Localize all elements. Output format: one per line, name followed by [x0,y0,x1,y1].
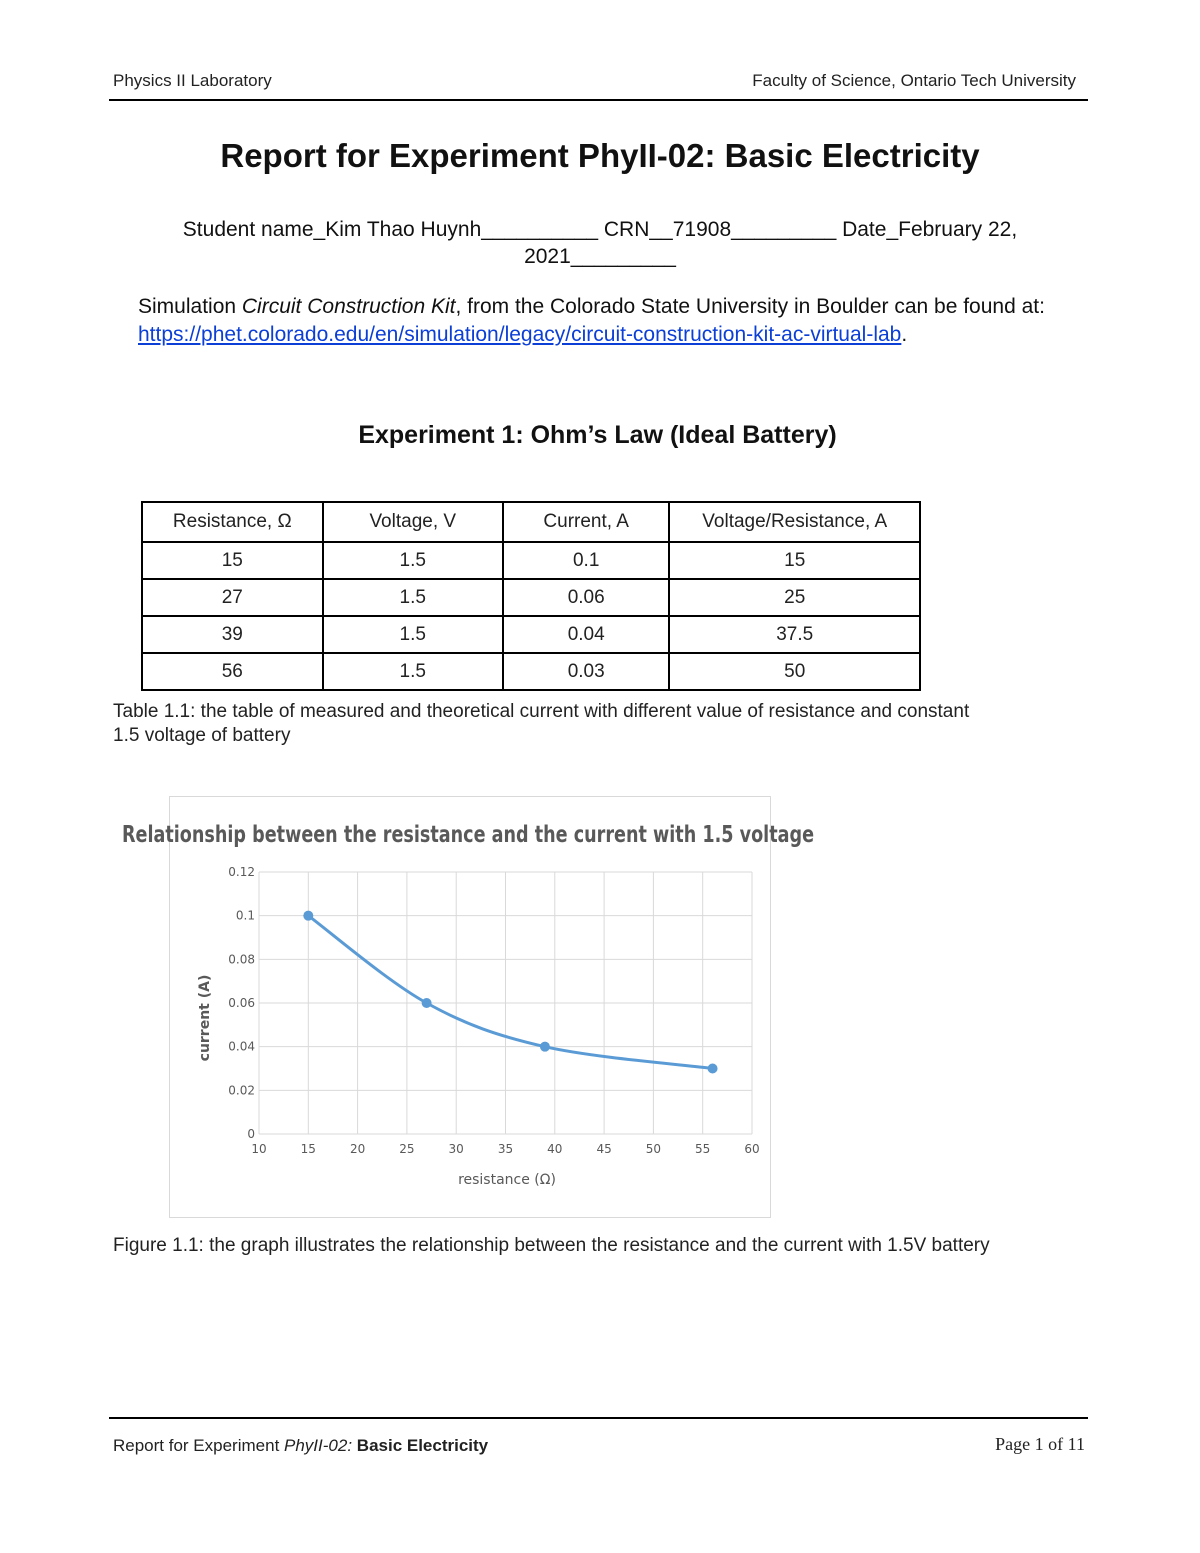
table-row [142,653,920,690]
table-cell: 25 [669,579,920,616]
table-cell: 0.04 [503,616,669,653]
table-cell: 37.5 [669,616,920,653]
table-cell: 1.5 [323,579,503,616]
ohms-law-table [141,501,921,691]
chart-x-axis-label: resistance (Ω) [458,1172,556,1188]
simulation-link[interactable]: https://phet.colorado.edu/en/simulation/legacy/circuit-construction-kit-ac-virtual-lab [138,323,902,346]
simulation-paragraph [138,293,1078,349]
y-tick-label: 0.1 [235,908,255,923]
header-course: Physics II Laboratory [113,71,272,90]
y-tick-label: 0.06 [228,996,255,1010]
footer-topic: Basic Electricity [352,1436,489,1455]
x-tick-label: 40 [547,1142,563,1156]
x-tick-label: 60 [744,1142,760,1156]
chart-series [303,911,717,1074]
table-cell: 56 [142,653,323,690]
footer-page-number: Page 1 of 11 [995,1434,1085,1454]
footer-rule [109,1417,1088,1419]
footer-report-title [113,1436,488,1456]
table-row [142,616,920,653]
table-header-cell: Resistance, Ω [142,502,323,542]
footer-code: PhyII-02: [284,1436,353,1455]
table-cell: 0.1 [503,542,669,579]
series-line [308,916,712,1069]
table-cell: 0.06 [503,579,669,616]
data-point [708,1064,718,1074]
x-tick-label: 55 [695,1142,711,1156]
y-tick-label: 0.12 [228,865,255,879]
experiment-1-title: Experiment 1: Ohm’s Law (Ideal Battery) [358,421,837,449]
x-tick-label: 15 [300,1142,316,1156]
chart-y-axis-label: current (A) [197,974,213,1062]
y-tick-label: 0.04 [228,1039,255,1054]
table-cell: 0.03 [503,653,669,690]
simulation-text-before: Simulation [138,295,242,318]
x-tick-label: 50 [645,1142,662,1156]
x-tick-label: 45 [596,1142,612,1156]
table-cell: 15 [669,542,920,579]
chart-container [122,796,814,1218]
table-cell: 15 [142,542,323,579]
table-row [142,542,920,579]
table-header-cell: Current, A [503,502,669,542]
chart-gridlines [259,872,752,1134]
table-header-cell: Voltage/Resistance, A [669,502,920,542]
header-faculty: Faculty of Science, Ontario Tech University [752,71,1076,90]
x-tick-label: 25 [399,1142,415,1156]
data-point [303,911,313,921]
x-tick-label: 35 [497,1142,514,1156]
simulation-end: . [901,323,908,346]
table-cell: 1.5 [323,653,503,690]
table-row [142,579,920,616]
y-tick-label: 0 [247,1127,255,1141]
table-cell: 27 [142,579,323,616]
x-tick-label: 10 [251,1142,267,1156]
data-point [540,1042,550,1052]
table-header-row [142,502,920,542]
resistance-current-chart [122,797,814,1219]
header-rule [109,99,1088,101]
simulation-kit-name: Circuit Construction Kit [241,295,456,318]
footer-prefix: Report for Experiment [113,1436,285,1455]
table-cell: 39 [142,616,323,653]
report-title: Report for Experiment PhyII-02: Basic Electricity [220,137,980,174]
x-tick-label: 20 [349,1142,366,1156]
x-tick-label: 30 [448,1142,464,1156]
simulation-text-after: , from the Colorado State University in Boulder can be found at: [455,295,1045,318]
table-caption: Table 1.1: the table of measured and theoretical current with different value of resistance and constant 1.5 voltage of battery [113,701,970,746]
y-tick-label: 0.08 [228,952,255,967]
chart-title: Relationship between the resistance and the current with 1.5 voltage [122,822,814,848]
figure-caption: Figure 1.1: the graph illustrates the relationship between the resistance and the current with 1.5V battery [113,1235,990,1256]
table-cell: 1.5 [323,542,503,579]
y-tick-label: 0.02 [228,1083,255,1098]
table-header-cell: Voltage, V [323,502,503,542]
table-cell: 1.5 [323,616,503,653]
data-point [422,998,432,1008]
student-info-line: Student name_Kim Thao Huynh__________ CRN__71908_________ Date_February 22, 2021_________ [182,218,1018,268]
table-cell: 50 [669,653,920,690]
